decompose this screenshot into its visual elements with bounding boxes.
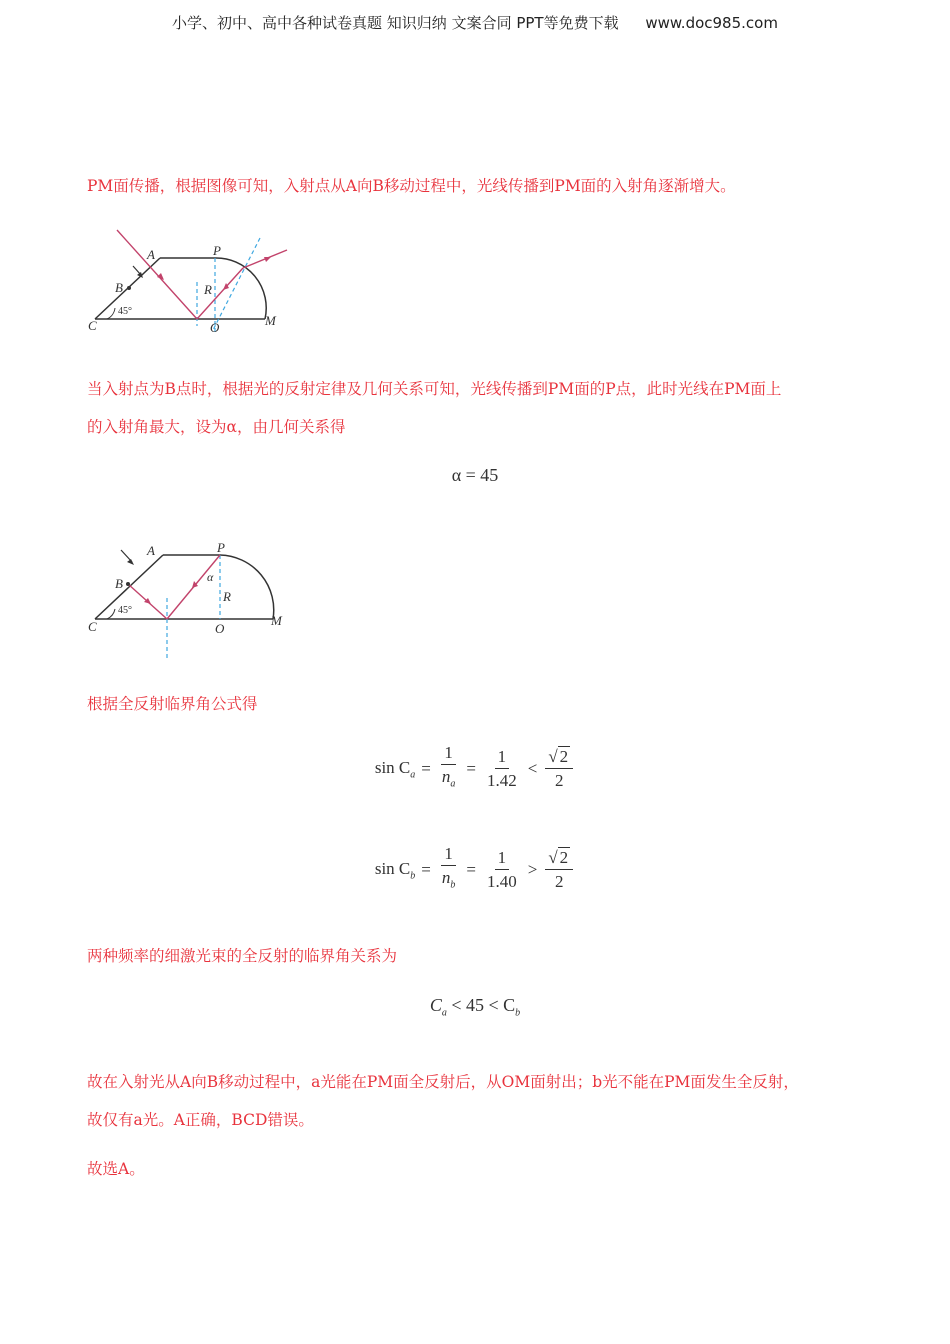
label-b-2: B <box>115 576 123 591</box>
label-alpha: α <box>207 570 214 584</box>
paragraph-2-line-1: 当入射点为B点时，根据光的反射定律及几何关系可知，光线传播到PM面的P点，此时光线在PM面上 <box>87 380 782 398</box>
point-b-2 <box>126 582 130 586</box>
light-ray-2 <box>128 555 220 619</box>
label-p-2: P <box>217 540 225 555</box>
label-a-2: A <box>147 543 155 558</box>
ray-arrows <box>157 257 271 290</box>
label-r: R <box>204 282 212 297</box>
label-b: B <box>115 280 123 295</box>
equation-alpha: α = 45 <box>451 465 499 485</box>
figure-1-diagram <box>85 222 300 340</box>
angle-arc-2 <box>107 609 115 619</box>
equation-sin-ca: $\sin C_a$ = $\frac{1}{n_a}$ = $\frac{1}{1.42}$ < $\frac{√ 2}{2}$ <box>0 742 950 796</box>
angle-arc <box>107 308 115 319</box>
page-header <box>0 12 950 33</box>
paragraph-2 <box>87 370 877 446</box>
paragraph-6: 故选A。 <box>87 1160 145 1178</box>
label-a: A <box>147 247 155 262</box>
label-o-2: O <box>215 621 225 636</box>
label-c: C <box>88 318 97 333</box>
label-m: M <box>265 313 276 328</box>
label-m-2: M <box>271 613 282 628</box>
label-c-2: C <box>88 619 97 634</box>
label-p: P <box>213 243 221 258</box>
paragraph-5 <box>87 1063 877 1139</box>
paragraph-3: 根据全反射临界角公式得 <box>87 695 258 713</box>
equation-critical-angles: $C_a < 45 < C_b$ <box>429 995 521 1019</box>
label-o: O <box>210 320 220 335</box>
point-b <box>127 286 131 290</box>
label-r-2: R <box>223 589 231 604</box>
paragraph-5-line-1: 故在入射光从A向B移动过程中，a光能在PM面全反射后，从OM面射出；b光不能在PM面发生全反射， <box>87 1073 799 1091</box>
paragraph-4: 两种频率的细激光束的全反射的临界角关系为 <box>87 947 398 965</box>
paragraph-5-line-2: 故仅有a光。A正确，BCD错误。 <box>87 1111 314 1129</box>
header-site[interactable]: www.doc985.com <box>645 14 778 32</box>
paragraph-2-line-2: 的入射角最大，设为α，由几何关系得 <box>87 418 346 436</box>
equation-sin-cb: $\sin C_b$ = $\frac{1}{n_b}$ = $\frac{1}{1.40}$ > $\frac{√ 2}{2}$ <box>0 843 950 897</box>
label-45-2: 45° <box>118 605 132 616</box>
figure-2-diagram <box>85 540 300 660</box>
paragraph-1: PM面传播，根据图像可知，入射点从A向B移动过程中，光线传播到PM面的入射角逐渐增大。 <box>87 177 736 195</box>
header-title: 小学、初中、高中各种试卷真题 知识归纳 文案合同 PPT等免费下载 <box>172 14 619 32</box>
label-45: 45° <box>118 306 132 317</box>
